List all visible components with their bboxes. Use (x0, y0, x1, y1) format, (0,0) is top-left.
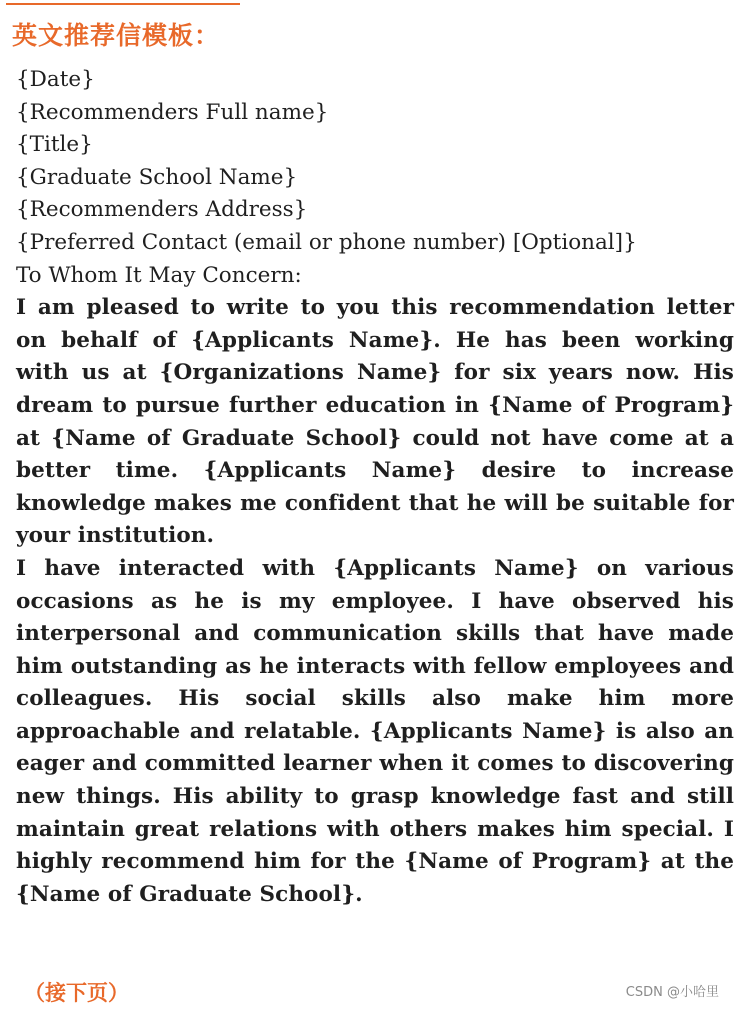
salutation: To Whom It May Concern: (16, 262, 302, 288)
paragraph-2: I have interacted with {Applicants Name} on various occasions as he is my employee. I have observed his interpersonal and communication skills that have made him outstanding as he interacts with fellow employees and colleagues. His social skills also make him more approachable and relatable. {Applicants Name} is also an eager and committed learner when it comes to discovering new things. His ability to grasp knowledge fast and still maintain great relations with others makes him special. I highly recommend him for the {Name of Program} at the {Name of Graduate School}. (16, 555, 734, 907)
field-preferred-contact: {Preferred Contact (email or phone number) [Optional]} (16, 229, 637, 255)
field-recommender-address: {Recommenders Address} (16, 197, 308, 223)
field-graduate-school: {Graduate School Name} (16, 164, 298, 190)
field-recommender-name: {Recommenders Full name} (16, 99, 329, 125)
continued-label: （接下页） (24, 980, 129, 1005)
letter-body (16, 64, 734, 911)
field-date: {Date} (16, 67, 95, 92)
page-title: 英文推荐信模板： (12, 21, 221, 50)
field-title: {Title} (16, 132, 93, 158)
top-accent-rule (6, 3, 240, 5)
paragraph-1: I am pleased to write to you this recommendation letter on behalf of {Applicants Name}. He has been working with us at {Organizations Name} for six years now. His dream to pursue further education in {Name of Program} at {Name of Graduate School} could not have come at a better time. {Applicants Name} desire to increase knowledge makes me confident that he will be suitable for your institution. (16, 295, 734, 549)
watermark: CSDN @小哈里 (625, 985, 719, 1000)
